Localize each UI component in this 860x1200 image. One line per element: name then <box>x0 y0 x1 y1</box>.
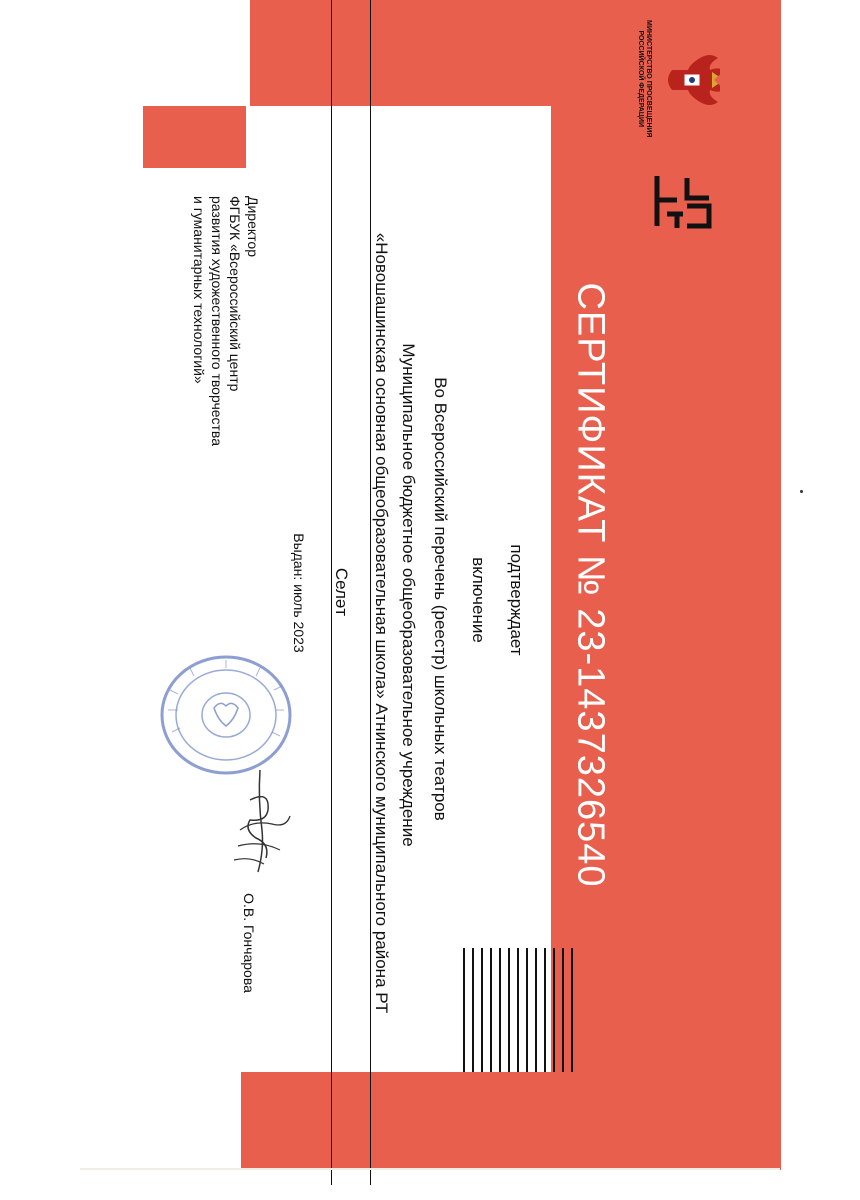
confirms-text: подтверждает <box>507 544 526 656</box>
director-title: Директор <box>245 196 261 257</box>
handwritten-signature-icon <box>220 760 330 880</box>
decorative-stripes <box>462 948 574 1072</box>
ministry-line-1: МИНИСТЕРСТВО ПРОСВЕЩЕНИЯ <box>645 20 652 138</box>
ministry-line-2: РОССИЙСКОЙ ФЕДЕРАЦИИ <box>637 30 644 127</box>
panel-corner-notch <box>143 106 246 168</box>
director-block <box>190 196 262 446</box>
signer-name: О.В. Гончарова <box>241 893 257 993</box>
ministry-label <box>636 20 652 137</box>
certificate-title: СЕРТИФИКАТ № 23-1437326540 <box>569 282 612 888</box>
double-headed-eagle-emblem-icon <box>660 40 720 120</box>
registry-text: Во Всероссийский перечень (реестр) школьных театров <box>431 377 450 821</box>
inclusion-text: включение <box>469 557 488 643</box>
theatre-center-logo-icon <box>653 170 713 232</box>
director-org-line-2: развития художественного творчества <box>209 196 225 446</box>
organization-line-2: «Новошашинская основная общеобразовательная школа» Атнинского муниципального района РТ <box>372 232 391 1014</box>
scan-speck <box>800 490 803 493</box>
city-text: Селәт <box>332 567 351 617</box>
director-org-line-1: ФГБУК «Всероссийский центр <box>227 196 243 392</box>
organization-line-1: Муниципальное бюджетное общеобразовательное учреждение <box>399 343 418 847</box>
bottom-rule <box>80 1168 780 1170</box>
director-org-line-3: и гуманитарных технологий» <box>191 196 207 384</box>
issue-date: Выдан: июль 2023 <box>291 533 307 653</box>
